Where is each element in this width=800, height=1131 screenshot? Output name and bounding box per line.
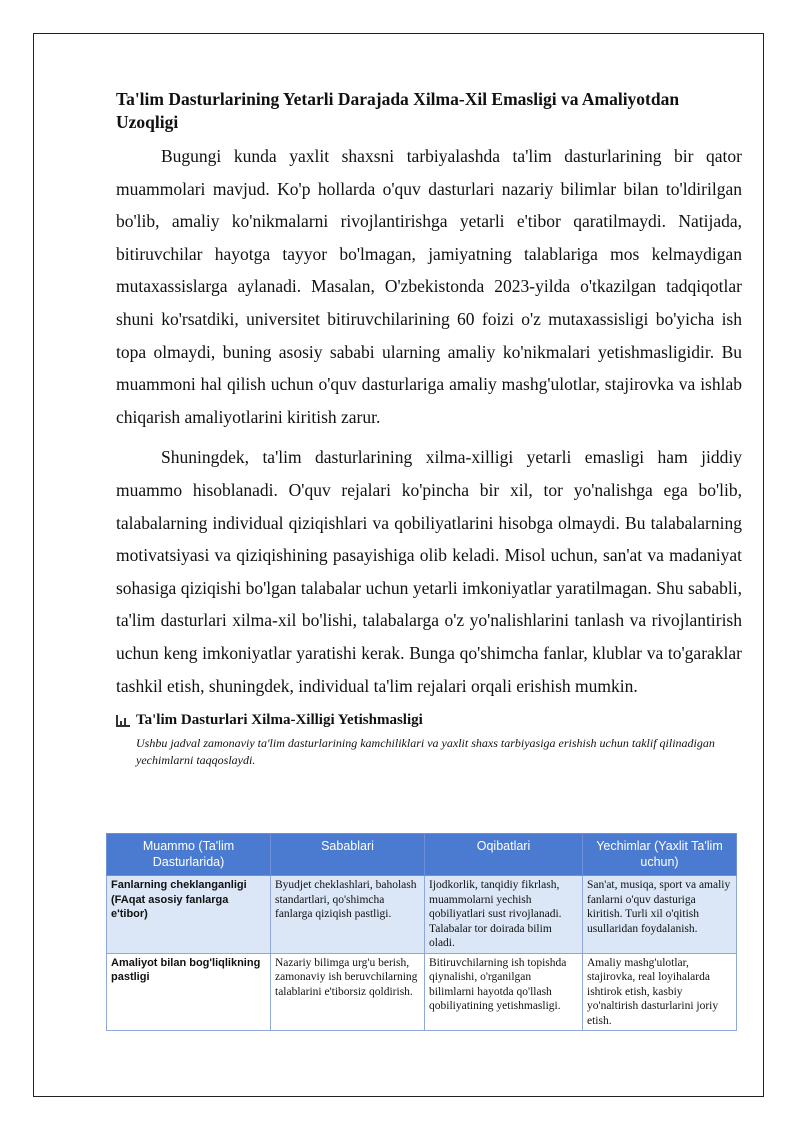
section-heading: Ta'lim Dasturlarining Yetarli Darajada Xilma-Xil Emasligi va Amaliyotdan Uzoqligi	[116, 89, 680, 132]
table-header-cell: Yechimlar (Yaxlit Ta'lim uchun)	[583, 834, 737, 876]
paragraph-1: Bugungi kunda yaxlit shaxsni tarbiyalashda ta'lim dasturlarining bir qator muammolari mavjud. Ko'p hollarda o'quv dasturlari nazariy bilimlar bilan to'ldirilgan bo'lib, amaliy ko'nikmalarni rivojlantirishga yetarli e'tibor qaratilmaydi. Natijada, bitiruvchilar hayotga tayyor bo'lmagan, jamiyatning talablariga mos kelmaydigan mutaxassislarga aylanadi. Masalan, O'zbekistonda 2023-yilda o'tkazilgan tadqiqotlar shuni ko'rsatdiki, universitet bitiruvchilarining 60 foizi o'z mutaxassisligi bo'yicha ish topa olmaydi, buning asosiy sababi ularning amaliy ko'nikmalari yetishmasligidir. Bu muammoni hal qilish uchun o'quv dasturlariga amaliy mashg'ulotlar, stajirovka va ishlab chiqarish amaliyotlarini kiritish zarur.	[116, 146, 742, 427]
table-header-row	[107, 834, 737, 876]
bar-chart-icon	[116, 715, 130, 727]
table-row	[107, 876, 737, 954]
table-row	[107, 953, 737, 1031]
table-cell: Amaliy mashg'ulotlar, stajirovka, real loyihalarda ishtirok etish, kasbiy yo'naltirish dasturlarini joriy etish.	[583, 953, 737, 1031]
table-cell: San'at, musiqa, sport va amaliy fanlarni o'quv dasturiga kiritish. Turli xil o'qitish usullaridan foydalanish.	[583, 876, 737, 954]
table-cell: Bitiruvchilarning ish topishda qiynalishi, o'rganilgan bilimlarni hayotda qo'llash qobiliyatining yetishmasligi.	[425, 953, 583, 1031]
comparison-table	[106, 833, 737, 1031]
table-cell: Nazariy bilimga urg'u berish, zamonaviy ish beruvchilarning talablarini e'tiborsiz qoldirish.	[271, 953, 425, 1031]
table-cell: Byudjet cheklashlari, baholash standartlari, qo'shimcha fanlarga qiziqish pastligi.	[271, 876, 425, 954]
table-cell: Fanlarning cheklanganligi (FAqat asosiy fanlarga e'tibor)	[107, 876, 271, 954]
table-cell: Ijodkorlik, tanqidiy fikrlash, muammolarni yechish qobiliyatlari sust rivojlanadi. Talabalar tor doirada bilim oladi.	[425, 876, 583, 954]
table-title	[116, 712, 742, 729]
table-header-cell: Sabablari	[271, 834, 425, 876]
document-body	[116, 88, 742, 773]
table-header-cell: Muammo (Ta'lim Dasturlarida)	[107, 834, 271, 876]
paragraph-2: Shuningdek, ta'lim dasturlarining xilma-xilligi yetarli emasligi ham jiddiy muammo hisoblanadi. O'quv rejalari ko'pincha bir xil, tor yo'nalishga ega bo'lib, talabalarning individual qiziqishlari va qobiliyatlarini hisobga olmaydi. Bu talabalarning motivatsiyasi va qiziqishining pasayishiga olib keladi. Misol uchun, san'at va madaniyat sohasiga qiziqishi bo'lgan talabalar uchun yetarli imkoniyatlar yaratilmagan. Shu sababli, ta'lim dasturlari xilma-xil bo'lishi, talabalarga o'z yo'nalishlarini tanlash va rivojlantirish uchun keng imkoniyatlar yaratishi kerak. Bunga qo'shimcha fanlar, klublar va to'garaklar tashkil etish, shuningdek, individual ta'lim rejalari orqali erishish mumkin.	[116, 447, 742, 696]
table-cell: Amaliyot bilan bog'liqlikning pastligi	[107, 953, 271, 1031]
table-title-text: Ta'lim Dasturlari Xilma-Xilligi Yetishmasligi	[136, 712, 423, 729]
table-caption: Ushbu jadval zamonaviy ta'lim dasturlarining kamchiliklari va yaxlit shaxs tarbiyasiga erishish uchun taklif qilinadigan yechimlarni taqqoslaydi.	[136, 736, 715, 768]
table-header-cell: Oqibatlari	[425, 834, 583, 876]
